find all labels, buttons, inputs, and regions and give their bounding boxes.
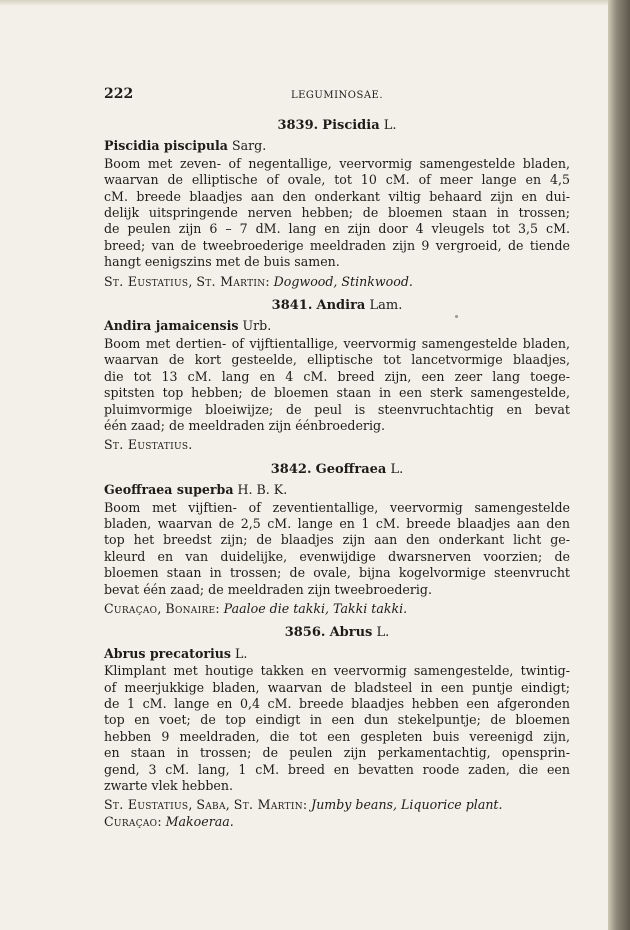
description-line: breed; van de tweebroederige meeldraden zijn 9 vergroeid, de tiende <box>104 237 570 253</box>
description-line: zwarte vlek hebben. <box>104 778 233 794</box>
description-line: bevat één zaad; de meeldraden zijn tweebroederig. <box>104 581 432 597</box>
species-heading <box>104 482 570 498</box>
species-author: H. B. K. <box>237 482 288 498</box>
distribution-separator: , <box>188 797 197 813</box>
genus-number: 3839. <box>277 118 319 133</box>
distribution-place: Bonaire <box>165 600 216 616</box>
description-line: top het breedst zijn; de blaadjes zijn aan den onderkant licht ge- <box>104 532 570 548</box>
distribution-line <box>104 797 570 813</box>
description-line: de peulen zijn 6 – 7 dM. lang en zijn door 4 vleugels tot 3,5 cM. <box>104 221 570 237</box>
description-line: gend, 3 cM. lang, 1 cM. breed en bevatten roode zaden, die een <box>104 761 570 777</box>
description-line: delijk uitspringende nerven hebben; de bloemen staan in trossen; <box>104 205 570 221</box>
distribution-place: St. Eustatius. <box>104 437 193 453</box>
description-line: Boom met dertien- of vijftientallige, veervormig samengestelde bladen, <box>104 335 570 351</box>
genus-number: 3856. <box>284 625 326 641</box>
distribution-line <box>104 274 570 290</box>
description-line: bloemen staan in trossen; de ovale, bijna kogelvormige steenvrucht <box>104 565 570 581</box>
distribution-line <box>104 814 570 830</box>
scan-top-edge <box>0 0 630 6</box>
species-author: Urb. <box>242 318 272 334</box>
description-line: die tot 13 cM. lang en 4 cM. breed zijn, een zeer lang toege- <box>104 368 570 384</box>
description-line: pluimvormige bloeiwijze; de peul is steenvruchtachtig en bevat <box>104 401 570 417</box>
distribution-separator: , <box>225 797 234 813</box>
genus-name: Abrus <box>329 625 373 641</box>
species-name: Piscidia piscipula <box>104 138 228 154</box>
genus-name: Piscidia <box>322 118 380 133</box>
description-line: spitsten top hebben; de bloemen staan in een sterk samengestelde, <box>104 385 570 401</box>
species-author: Sarg. <box>232 138 267 154</box>
genus-authority: Lam. <box>369 298 403 314</box>
distribution-separator: : <box>265 273 274 289</box>
species-name: Geoffraea superba <box>104 482 234 498</box>
distribution-place: St. Martin <box>233 797 303 813</box>
species-heading <box>104 646 570 662</box>
description-line: waarvan de elliptische of ovale, tot 10 cM. of meer lange en 4,5 <box>104 172 570 188</box>
genus-authority: L. <box>383 118 397 133</box>
description-line: Klimplant met houtige takken en veervormig samengestelde, twintig- <box>104 663 570 679</box>
genus-entry <box>104 118 570 290</box>
page-number: 222 <box>104 86 134 102</box>
genus-authority: L. <box>390 461 404 477</box>
species-description <box>104 663 570 794</box>
vernacular-names: Makoeraa. <box>165 813 234 829</box>
species-author: L. <box>235 645 248 661</box>
distribution-place: St. Eustatius <box>104 273 189 289</box>
book-page <box>104 86 570 838</box>
species-name: Andira jamaicensis <box>104 318 239 334</box>
distribution-place: Saba <box>196 797 226 813</box>
description-line: of meerjukkige bladen, waarvan de bladsteel in een puntje eindigt; <box>104 679 570 695</box>
description-line: Boom met zeven- of negentallige, veervormig samengestelde bladen, <box>104 155 570 171</box>
genus-entry <box>104 625 570 830</box>
distribution-place: St. Eustatius <box>104 797 189 813</box>
scan-binding-edge <box>608 0 630 930</box>
species-description <box>104 500 570 598</box>
distribution-place: St. Martin <box>196 273 266 289</box>
genus-name: Andira <box>316 298 366 314</box>
genus-heading <box>104 625 570 641</box>
description-line: cM. breede blaadjes aan den onderkant viltig behaard zijn en dui- <box>104 188 570 204</box>
genus-entry <box>104 462 570 618</box>
description-line: en staan in trossen; de peulen zijn perkamentachtig, opensprin- <box>104 745 570 761</box>
species-description <box>104 156 570 271</box>
species-heading <box>104 138 570 154</box>
species-name: Abrus precatorius <box>104 645 232 661</box>
genus-authority: L. <box>376 625 390 641</box>
description-line: één zaad; de meeldraden zijn éénbroederig. <box>104 417 386 433</box>
distribution-separator: , <box>157 600 166 616</box>
description-line: Boom met vijftien- of zeventientallige, veervormig samengestelde <box>104 499 570 515</box>
genus-heading <box>104 298 570 314</box>
vernacular-names: Jumby beans, Liquorice plant. <box>311 797 503 813</box>
distribution-separator: : <box>157 813 166 829</box>
entries-list <box>104 118 570 830</box>
distribution-line <box>104 601 570 617</box>
species-description <box>104 336 570 434</box>
distribution-line <box>104 437 570 453</box>
description-line: kleurd en van duidelijke, evenwijdige dwarsnerven voorzien; de <box>104 548 570 564</box>
description-line: hebben 9 meeldraden, die tot een gespleten buis vereenigd zijn, <box>104 728 570 744</box>
species-heading <box>104 318 570 334</box>
genus-name: Geoffraea <box>315 461 387 477</box>
genus-heading <box>104 462 570 478</box>
distribution-separator: : <box>215 600 224 616</box>
description-line: waarvan de kort gesteelde, elliptische tot lancetvormige blaadjes, <box>104 352 570 368</box>
description-line: hangt eenigszins met de buis samen. <box>104 254 340 270</box>
distribution-place: Curaçao <box>104 600 158 616</box>
vernacular-names: Dogwood, Stinkwood. <box>273 273 413 289</box>
running-head <box>104 86 570 106</box>
distribution-place: Curaçao <box>104 813 158 829</box>
genus-number: 3841. <box>271 298 313 314</box>
running-title: LEGUMINOSAE. <box>290 90 384 101</box>
genus-entry <box>104 298 570 454</box>
distribution-separator: , <box>188 273 197 289</box>
description-line: top en voet; de top eindigt in een dun stekelpuntje; de bloemen <box>104 712 570 728</box>
description-line: bladen, waarvan de 2,5 cM. lange en 1 cM. breede blaadjes aan den <box>104 515 570 531</box>
distribution-separator: : <box>302 797 312 813</box>
vernacular-names: Paaloe die takki, Takki takki. <box>223 600 408 616</box>
genus-number: 3842. <box>270 461 312 477</box>
genus-heading <box>104 118 570 134</box>
description-line: de 1 cM. lange en 0,4 cM. breede blaadjes hebben een afgeronden <box>104 696 570 711</box>
